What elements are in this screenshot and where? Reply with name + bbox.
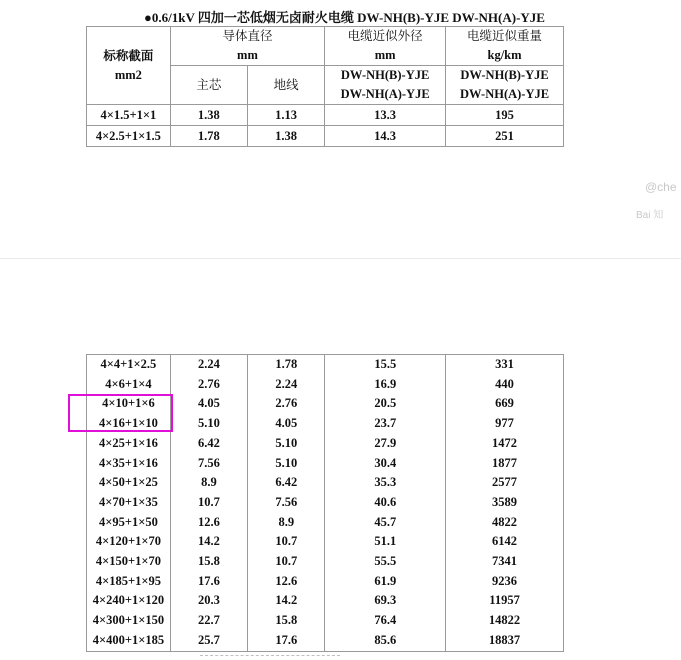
table-row — [87, 454, 564, 474]
outer-diameter-cell: 85.6 — [325, 631, 446, 651]
table-row — [87, 532, 564, 552]
cable-spec-table-header — [86, 26, 564, 147]
watermark-logo: Bai 知 — [636, 210, 664, 221]
section-cell: 4×1.5+1×1 — [87, 105, 171, 126]
section-cell: 4×70+1×35 — [87, 493, 171, 513]
weight-cell: 18837 — [446, 631, 564, 651]
ground-wire-cell: 12.6 — [248, 572, 325, 592]
main-core-cell: 15.8 — [170, 552, 247, 572]
section-cell: 4×400+1×185 — [87, 631, 171, 651]
main-core-cell: 4.05 — [170, 394, 247, 414]
ground-wire-cell: 1.38 — [247, 126, 324, 147]
weight-cell: 4822 — [446, 513, 564, 533]
ground-wire-cell: 2.76 — [248, 394, 325, 414]
main-core-cell: 5.10 — [170, 414, 247, 434]
section-cell: 4×120+1×70 — [87, 532, 171, 552]
weight-cell: 7341 — [446, 552, 564, 572]
outer-diameter-cell: 30.4 — [325, 454, 446, 474]
table-row — [87, 611, 564, 631]
outer-diameter-cell: 61.9 — [325, 572, 446, 592]
weight-header — [446, 27, 564, 66]
main-core-cell: 1.38 — [170, 105, 247, 126]
outer-diameter-cell: 23.7 — [325, 414, 446, 434]
weight-cell: 6142 — [446, 532, 564, 552]
main-core-cell: 17.6 — [170, 572, 247, 592]
ground-wire-cell: 14.2 — [248, 591, 325, 611]
weight-cell: 2577 — [446, 473, 564, 493]
table-row — [87, 493, 564, 513]
main-core-cell: 2.76 — [170, 375, 247, 395]
model-a-label: DW-NH(A)-YJE — [340, 87, 430, 101]
weight-cell: 11957 — [446, 591, 564, 611]
outer-diameter-label: 电缆近似外径 — [347, 29, 423, 43]
section-cell: 4×240+1×120 — [87, 591, 171, 611]
main-core-cell: 12.6 — [170, 513, 247, 533]
table-row — [87, 375, 564, 395]
weight-cell: 3589 — [446, 493, 564, 513]
conductor-unit: mm — [237, 48, 258, 62]
table-row — [87, 591, 564, 611]
weight-label: 电缆近似重量 — [467, 29, 543, 43]
ground-wire-cell: 2.24 — [248, 375, 325, 395]
document-title: ●0.6/1kV 四加一芯低烟无卤耐火电缆 DW-NH(B)-YJE DW-NH(A)-YJE — [144, 10, 545, 25]
outer-diameter-cell: 13.3 — [325, 105, 446, 126]
ground-wire-cell: 15.8 — [248, 611, 325, 631]
section-cell: 4×95+1×50 — [87, 513, 171, 533]
outer-diameter-cell: 55.5 — [325, 552, 446, 572]
ground-wire-cell: 8.9 — [248, 513, 325, 533]
section-unit: mm2 — [114, 67, 142, 82]
weight-models-cell — [446, 66, 564, 105]
model-b-label: DW-NH(B)-YJE — [460, 68, 549, 82]
table-row — [87, 572, 564, 592]
main-core-cell: 2.24 — [170, 355, 247, 375]
ground-wire-cell: 1.13 — [247, 105, 324, 126]
table-row — [87, 355, 564, 375]
table-row — [87, 552, 564, 572]
ground-wire-cell: 1.78 — [248, 355, 325, 375]
outer-diameter-cell: 51.1 — [325, 532, 446, 552]
ground-wire-cell: 5.10 — [248, 434, 325, 454]
section-cell: 4×300+1×150 — [87, 611, 171, 631]
ground-wire-cell: 4.05 — [248, 414, 325, 434]
main-core-cell: 6.42 — [170, 434, 247, 454]
section-cell: 4×25+1×16 — [87, 434, 171, 454]
section-header-cell — [87, 27, 171, 105]
section-label: 标称截面 — [103, 48, 154, 63]
outer-diameter-cell: 15.5 — [325, 355, 446, 375]
weight-cell: 251 — [446, 126, 564, 147]
main-core-header: 主芯 — [170, 66, 247, 105]
main-core-cell: 25.7 — [170, 631, 247, 651]
conductor-diameter-header — [170, 27, 324, 66]
table-row — [87, 473, 564, 493]
weight-cell: 9236 — [446, 572, 564, 592]
outer-diameter-cell: 35.3 — [325, 473, 446, 493]
outer-diameter-cell: 45.7 — [325, 513, 446, 533]
ground-wire-cell: 10.7 — [248, 532, 325, 552]
section-cell: 4×50+1×25 — [87, 473, 171, 493]
table-row — [87, 434, 564, 454]
outer-diameter-cell: 20.5 — [325, 394, 446, 414]
table-row — [87, 513, 564, 533]
weight-cell: 195 — [446, 105, 564, 126]
ground-wire-cell: 5.10 — [248, 454, 325, 474]
model-a-label: DW-NH(A)-YJE — [459, 87, 550, 101]
ground-wire-cell: 7.56 — [248, 493, 325, 513]
weight-cell: 331 — [446, 355, 564, 375]
section-cell: 4×4+1×2.5 — [87, 355, 171, 375]
outer-diameter-cell: 16.9 — [325, 375, 446, 395]
weight-unit: kg/km — [487, 48, 522, 62]
outer-diameter-cell: 40.6 — [325, 493, 446, 513]
section-cell: 4×6+1×4 — [87, 375, 171, 395]
outer-diameter-header — [325, 27, 446, 66]
section-cell: 4×35+1×16 — [87, 454, 171, 474]
ground-wire-cell: 10.7 — [248, 552, 325, 572]
main-core-cell: 7.56 — [170, 454, 247, 474]
highlight-box — [68, 394, 173, 432]
page-fragment — [200, 655, 340, 660]
main-core-cell: 1.78 — [170, 126, 247, 147]
weight-cell: 1472 — [446, 434, 564, 454]
main-core-cell: 14.2 — [170, 532, 247, 552]
outer-diameter-cell: 69.3 — [325, 591, 446, 611]
table-row — [87, 105, 564, 126]
outer-diameter-cell: 14.3 — [325, 126, 446, 147]
section-cell: 4×10+1×6 — [87, 394, 171, 414]
main-core-cell: 8.9 — [170, 473, 247, 493]
table-row — [87, 631, 564, 651]
outer-diameter-cell: 76.4 — [325, 611, 446, 631]
outer-diameter-cell: 27.9 — [325, 434, 446, 454]
ground-wire-header: 地线 — [247, 66, 324, 105]
ground-wire-cell: 17.6 — [248, 631, 325, 651]
weight-cell: 669 — [446, 394, 564, 414]
section-cell: 4×150+1×70 — [87, 552, 171, 572]
model-b-label: DW-NH(B)-YJE — [340, 68, 430, 82]
page-separator — [0, 258, 681, 259]
ground-wire-cell: 6.42 — [248, 473, 325, 493]
table-row — [87, 126, 564, 147]
weight-cell: 1877 — [446, 454, 564, 474]
weight-cell: 440 — [446, 375, 564, 395]
outer-models-cell — [325, 66, 446, 105]
section-cell: 4×16+1×10 — [87, 414, 171, 434]
watermark-text: @che — [645, 180, 677, 194]
main-core-cell: 22.7 — [170, 611, 247, 631]
weight-cell: 14822 — [446, 611, 564, 631]
conductor-diameter-label: 导体直径 — [222, 29, 273, 43]
outer-unit: mm — [374, 48, 396, 62]
main-core-cell: 20.3 — [170, 591, 247, 611]
main-core-cell: 10.7 — [170, 493, 247, 513]
section-cell: 4×185+1×95 — [87, 572, 171, 592]
section-cell: 4×2.5+1×1.5 — [87, 126, 171, 147]
weight-cell: 977 — [446, 414, 564, 434]
